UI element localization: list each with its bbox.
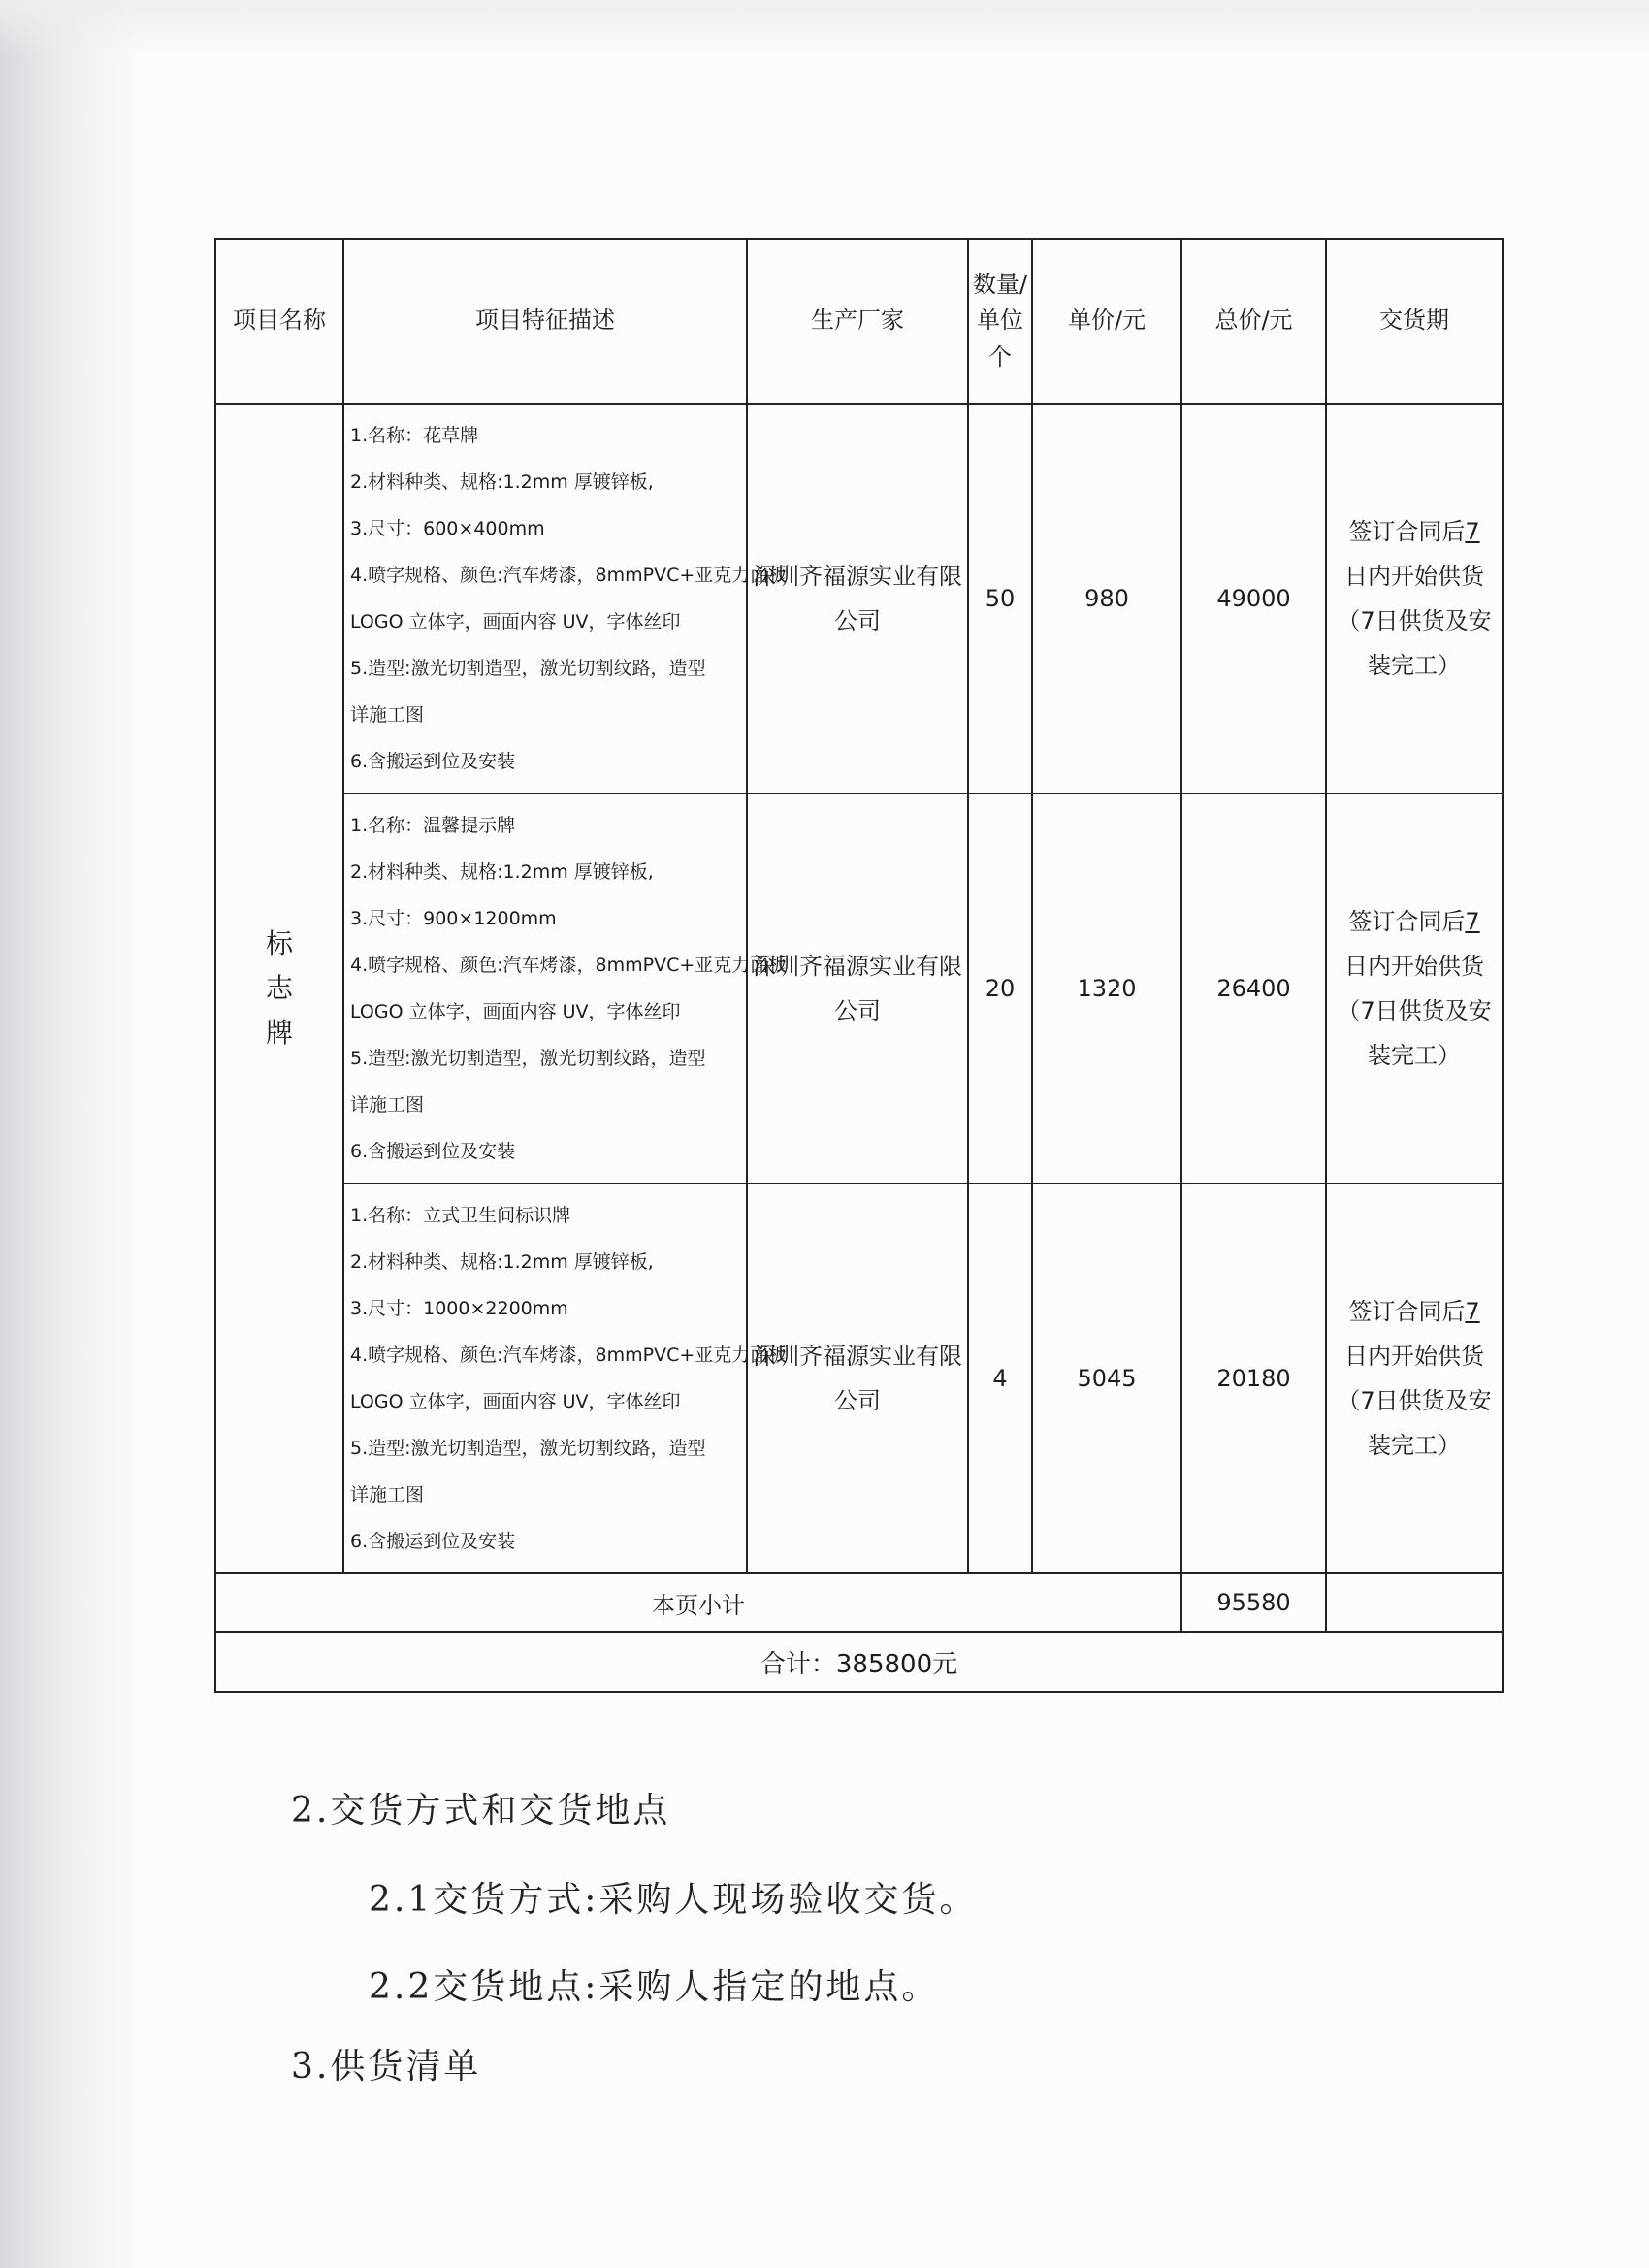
delivery-method-text: 2.1交货方式:采购人现场验收交货。 <box>369 1880 978 1920</box>
manufacturer-cell: 深圳齐福源实业有限 公司 <box>747 404 968 794</box>
page-top-shadow <box>0 0 1649 58</box>
header-manufacturer: 生产厂家 <box>747 239 968 404</box>
header-description: 项目特征描述 <box>343 239 747 404</box>
subtotal-value: 95580 <box>1181 1573 1326 1632</box>
quantity-cell: 50 <box>968 404 1032 794</box>
table-header-row <box>215 239 1503 404</box>
description-cell: 1.名称：立式卫生间标识牌 2.材料种类、规格:1.2mm 厚镀锌板, 3.尺寸：1000×2200mm 4.喷字规格、颜色:汽车烤漆，8mmPVC+亚克力面板 LOGO 立体字，画面内容 UV，字体丝印 5.造型:激光切割造型，激光切割纹路，造型 详施工图 6.含搬运到位及安装 <box>343 1183 747 1573</box>
supply-table <box>214 238 1504 1693</box>
total-price-cell: 49000 <box>1181 404 1326 794</box>
quantity-cell: 20 <box>968 794 1032 1183</box>
delivery-location-text: 2.2交货地点:采购人指定的地点。 <box>369 1967 940 2007</box>
header-item-name: 项目名称 <box>215 239 343 404</box>
manufacturer-cell: 深圳齐福源实业有限 公司 <box>747 1183 968 1573</box>
quantity-cell: 4 <box>968 1183 1032 1573</box>
page-edge-shadow <box>0 0 146 2268</box>
delivery-cell: 签订合同后7 日内开始供货 （7日供货及安 装完工） <box>1326 794 1503 1183</box>
total-price-cell: 20180 <box>1181 1183 1326 1573</box>
category-cell: 标 志 牌 <box>215 404 343 1573</box>
grand-total: 合计：385800元 <box>215 1632 1503 1692</box>
header-quantity: 数量/ 单位 个 <box>968 239 1032 404</box>
total-price-cell: 26400 <box>1181 794 1326 1183</box>
description-cell: 1.名称：花草牌 2.材料种类、规格:1.2mm 厚镀锌板, 3.尺寸：600×400mm 4.喷字规格、颜色:汽车烤漆，8mmPVC+亚克力面板 LOGO 立体字，画面内容 UV，字体丝印 5.造型:激光切割造型，激光切割纹路，造型 详施工图 6.含搬运到位及安装 <box>343 404 747 794</box>
subtotal-row <box>215 1573 1503 1632</box>
delivery-cell: 签订合同后7 日内开始供货 （7日供货及安 装完工） <box>1326 404 1503 794</box>
unit-price-cell: 5045 <box>1032 1183 1181 1573</box>
grand-total-row <box>215 1632 1503 1692</box>
section-heading-delivery: 2.交货方式和交货地点 <box>291 1791 671 1831</box>
header-total-price: 总价/元 <box>1181 239 1326 404</box>
table-row <box>215 404 1503 794</box>
header-delivery: 交货期 <box>1326 239 1503 404</box>
unit-price-cell: 980 <box>1032 404 1181 794</box>
delivery-cell: 签订合同后7 日内开始供货 （7日供货及安 装完工） <box>1326 1183 1503 1573</box>
table-row <box>215 794 1503 1183</box>
section-heading-supply-list: 3.供货清单 <box>291 2047 482 2087</box>
manufacturer-cell: 深圳齐福源实业有限 公司 <box>747 794 968 1183</box>
subtotal-label: 本页小计 <box>215 1573 1181 1632</box>
table-row <box>215 1183 1503 1573</box>
unit-price-cell: 1320 <box>1032 794 1181 1183</box>
header-unit-price: 单价/元 <box>1032 239 1181 404</box>
subtotal-empty <box>1326 1573 1503 1632</box>
description-cell: 1.名称：温馨提示牌 2.材料种类、规格:1.2mm 厚镀锌板, 3.尺寸：900×1200mm 4.喷字规格、颜色:汽车烤漆，8mmPVC+亚克力面板 LOGO 立体字，画面内容 UV，字体丝印 5.造型:激光切割造型，激光切割纹路，造型 详施工图 6.含搬运到位及安装 <box>343 794 747 1183</box>
